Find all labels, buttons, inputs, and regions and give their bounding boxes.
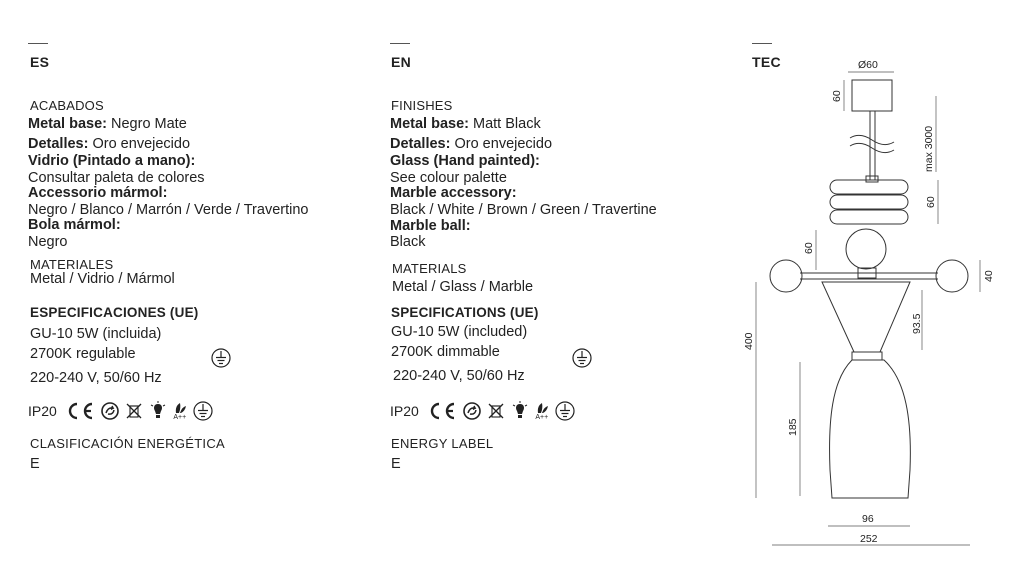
marble-ball bbox=[846, 229, 886, 269]
section-rule bbox=[752, 43, 772, 44]
energy-a-plus-icon bbox=[535, 402, 549, 421]
dim-cable: max 3000 bbox=[923, 125, 935, 172]
certification-icons bbox=[28, 401, 213, 421]
dim-glass-height: 185 bbox=[787, 418, 799, 436]
spec-voltage: 220-240 V, 50/60 Hz bbox=[393, 368, 525, 384]
materials-value: Metal / Vidrio / Mármol bbox=[30, 271, 175, 287]
marble-ball-value: Black bbox=[390, 234, 426, 250]
materials-title: MATERIALS bbox=[392, 261, 467, 276]
details-value: Oro envejecido bbox=[92, 136, 191, 152]
glass-value: See colour palette bbox=[390, 170, 507, 186]
marble-accessory-label: Accessorio mármol: bbox=[28, 185, 168, 201]
section-heading: TEC bbox=[752, 54, 781, 70]
spec-temp: 2700K regulable bbox=[30, 346, 136, 362]
dim-accessory-height: 60 bbox=[925, 196, 937, 208]
materials-title: MATERIALES bbox=[30, 257, 114, 272]
specs-title: ESPECIFICACIONES (UE) bbox=[30, 305, 199, 320]
side-ball-right bbox=[936, 260, 968, 292]
energy-class-text: A++ bbox=[173, 413, 187, 421]
dim-body-height: 93.5 bbox=[911, 313, 923, 334]
recycle-icon bbox=[101, 402, 119, 420]
led-bulb-icon bbox=[511, 401, 529, 421]
ground-icon bbox=[555, 401, 575, 421]
marble-ball-value: Negro bbox=[28, 234, 68, 250]
glass-shade bbox=[830, 360, 911, 498]
materials-value: Metal / Glass / Marble bbox=[392, 279, 534, 295]
marble-accessory-value: Black / White / Brown / Green / Travertine bbox=[390, 202, 657, 218]
dim-canopy-height: 60 bbox=[831, 90, 843, 102]
ce-mark-icon bbox=[427, 402, 457, 420]
weee-bin-icon bbox=[125, 402, 143, 420]
energy-class-text: A++ bbox=[535, 413, 549, 421]
section-rule bbox=[28, 43, 48, 44]
section-heading: EN bbox=[391, 54, 412, 70]
metal-base-row bbox=[390, 116, 541, 132]
dim-ball: 60 bbox=[803, 242, 815, 254]
marble-accessory-label: Marble accessory: bbox=[390, 185, 517, 201]
details-row bbox=[28, 136, 190, 152]
side-ball-left bbox=[770, 260, 802, 292]
energy-value: E bbox=[30, 456, 40, 472]
glass-value: Consultar paleta de colores bbox=[28, 170, 205, 186]
marble-ball-label: Marble ball: bbox=[390, 218, 471, 234]
metal-base-label: Metal base: bbox=[390, 116, 469, 132]
details-label: Detalles: bbox=[390, 136, 451, 152]
details-row bbox=[390, 136, 552, 152]
metal-base-row bbox=[28, 116, 187, 132]
metal-body bbox=[822, 282, 910, 352]
spec-temp: 2700K dimmable bbox=[391, 344, 500, 360]
ce-mark-icon bbox=[65, 402, 95, 420]
marble-ball-label: Bola mármol: bbox=[28, 217, 121, 233]
section-rule bbox=[390, 43, 410, 44]
ground-icon bbox=[211, 348, 231, 373]
dim-canopy-diameter: Ø60 bbox=[858, 59, 878, 71]
ip-rating: IP20 bbox=[390, 403, 419, 419]
glass-label: Glass (Hand painted): bbox=[390, 153, 540, 169]
energy-a-plus-icon bbox=[173, 402, 187, 421]
canopy bbox=[852, 80, 892, 111]
dim-total-width: 252 bbox=[860, 533, 878, 545]
spec-lamp: GU-10 5W (incluida) bbox=[30, 326, 162, 342]
dim-base-width: 96 bbox=[862, 513, 874, 525]
spec-lamp: GU-10 5W (included) bbox=[391, 324, 528, 340]
finishes-title: FINISHES bbox=[391, 98, 453, 113]
led-bulb-icon bbox=[149, 401, 167, 421]
metal-base-value: Negro Mate bbox=[111, 116, 187, 132]
section-heading: ES bbox=[30, 54, 50, 70]
metal-base-label: Metal base: bbox=[28, 116, 107, 132]
dim-total-height: 400 bbox=[743, 332, 755, 350]
energy-title: ENERGY LABEL bbox=[391, 436, 494, 451]
details-value: Oro envejecido bbox=[454, 136, 553, 152]
details-label: Detalles: bbox=[28, 136, 89, 152]
dim-side-ball: 40 bbox=[983, 270, 995, 282]
specs-title: SPECIFICATIONS (UE) bbox=[391, 305, 539, 320]
finishes-title: ACABADOS bbox=[30, 98, 104, 113]
energy-value: E bbox=[391, 456, 401, 472]
technical-drawing bbox=[743, 56, 1002, 550]
metal-base-value: Matt Black bbox=[473, 116, 541, 132]
ground-icon bbox=[572, 348, 592, 373]
ground-icon bbox=[193, 401, 213, 421]
certification-icons bbox=[390, 401, 575, 421]
spec-voltage: 220-240 V, 50/60 Hz bbox=[30, 370, 162, 386]
weee-bin-icon bbox=[487, 402, 505, 420]
marble-accessory-value: Negro / Blanco / Marrón / Verde / Travertino bbox=[28, 202, 309, 218]
ip-rating: IP20 bbox=[28, 403, 57, 419]
glass-label: Vidrio (Pintado a mano): bbox=[28, 153, 196, 169]
recycle-icon bbox=[463, 402, 481, 420]
energy-title: CLASIFICACIÓN ENERGÉTICA bbox=[30, 436, 226, 451]
